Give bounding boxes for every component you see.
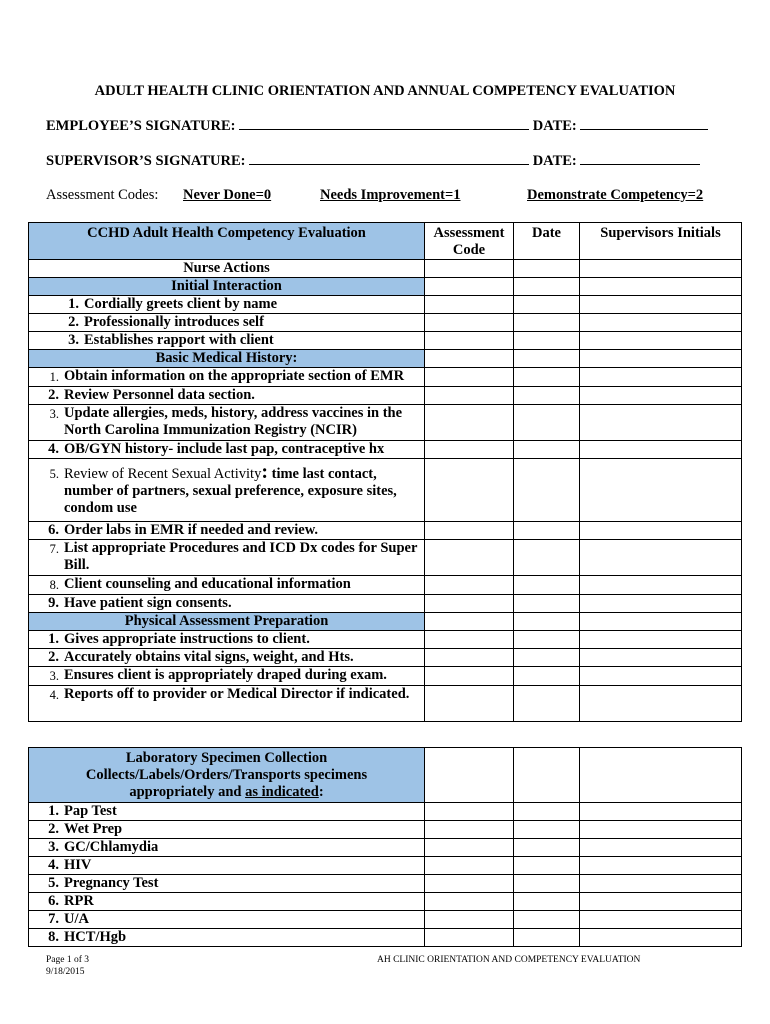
item-number: 8.: [49, 578, 59, 592]
item-text: Ensures client is appropriately draped during exam.: [64, 667, 387, 683]
item-text: HIV: [64, 857, 92, 873]
assessment-cell[interactable]: [425, 368, 514, 387]
table-row: [29, 296, 742, 314]
item-text: GC/Chlamydia: [64, 839, 159, 855]
item-text: [64, 461, 424, 517]
table-row: [29, 686, 742, 722]
item-number: 1.: [48, 631, 59, 647]
header-assessment-code: Assessment Code: [425, 223, 514, 260]
item-number: 2.: [48, 649, 59, 665]
date-cell[interactable]: [514, 929, 580, 947]
date-cell[interactable]: [514, 576, 580, 595]
initials-cell[interactable]: [580, 368, 742, 387]
list-item: [29, 314, 425, 332]
initials-cell[interactable]: [580, 875, 742, 893]
list-item: [29, 929, 425, 947]
date-cell[interactable]: [514, 405, 580, 441]
date-cell[interactable]: [514, 540, 580, 576]
date-cell[interactable]: [514, 387, 580, 405]
table-row: [29, 821, 742, 839]
employee-signature-field[interactable]: [239, 117, 529, 130]
assessment-cell[interactable]: [425, 405, 514, 441]
list-item: [29, 857, 425, 875]
item-text-lead: Review of Recent Sexual Activity: [64, 466, 262, 482]
list-item: [29, 387, 425, 405]
item-text-colon: :: [261, 461, 268, 483]
list-item: [29, 803, 425, 821]
supervisor-date-label: DATE:: [532, 153, 577, 169]
section-basic-medical-history: Basic Medical History:: [29, 350, 425, 368]
item-number: 3.: [48, 839, 59, 855]
initials-cell[interactable]: [580, 576, 742, 595]
item-number: 8.: [48, 929, 59, 945]
date-cell[interactable]: [514, 803, 580, 821]
initials-cell[interactable]: [580, 748, 742, 803]
nurse-actions-label: Nurse Actions: [29, 260, 425, 278]
date-cell[interactable]: [514, 278, 580, 296]
assessment-cell[interactable]: [425, 278, 514, 296]
code-needs-improvement: Needs Improvement=1: [320, 187, 461, 203]
table-row: [29, 649, 742, 667]
assessment-cell[interactable]: [425, 314, 514, 332]
employee-date-field[interactable]: [580, 117, 708, 130]
assessment-cell[interactable]: [425, 613, 514, 631]
initials-cell[interactable]: [580, 540, 742, 576]
list-item: [29, 649, 425, 667]
item-number: 4.: [49, 688, 59, 702]
assessment-cell[interactable]: [425, 803, 514, 821]
code-never-done: Never Done=0: [183, 187, 272, 203]
competency-table: [28, 222, 742, 722]
initials-cell[interactable]: [580, 522, 742, 540]
date-cell[interactable]: [514, 595, 580, 613]
date-cell[interactable]: [514, 459, 580, 522]
item-text: Client counseling and educational information: [64, 576, 351, 592]
assessment-cell[interactable]: [425, 857, 514, 875]
table-row: [29, 929, 742, 947]
item-number: 2.: [48, 821, 59, 837]
item-number: 3.: [49, 407, 59, 421]
list-item: [29, 576, 425, 595]
item-text: Gives appropriate instructions to client.: [64, 631, 310, 647]
list-item: [29, 405, 425, 441]
initials-cell[interactable]: [580, 350, 742, 368]
table-row: [29, 857, 742, 875]
assessment-cell[interactable]: [425, 332, 514, 350]
initials-cell[interactable]: [580, 649, 742, 667]
list-item: [29, 540, 425, 576]
lab-header-underlined: as indicated: [245, 784, 319, 800]
initials-cell[interactable]: [580, 296, 742, 314]
employee-signature-label: EMPLOYEE’S SIGNATURE:: [46, 118, 236, 134]
item-text: List appropriate Procedures and ICD Dx codes for Super Bill.: [64, 540, 418, 573]
initials-cell[interactable]: [580, 929, 742, 947]
header-supervisors-initials: Supervisors Initials: [580, 223, 742, 260]
date-cell[interactable]: [514, 911, 580, 929]
section-initial-interaction: Initial Interaction: [29, 278, 425, 296]
list-item: [29, 441, 425, 459]
item-number: 1.: [68, 296, 79, 312]
footer-date: 9/18/2015: [46, 967, 85, 977]
date-cell[interactable]: [514, 368, 580, 387]
supervisor-signature-field[interactable]: [249, 152, 529, 165]
assessment-cell[interactable]: [425, 576, 514, 595]
item-text: Update allergies, meds, history, address vaccines in the North Carolina Immunization Registry (NCIR): [64, 405, 403, 438]
section-row: [29, 613, 742, 631]
assessment-cell[interactable]: [425, 522, 514, 540]
section-row: [29, 278, 742, 296]
table-row: [29, 667, 742, 686]
initials-cell[interactable]: [580, 667, 742, 686]
item-number: 5.: [49, 467, 59, 481]
date-cell[interactable]: [514, 314, 580, 332]
assessment-cell[interactable]: [425, 459, 514, 522]
footer-page-number: Page 1 of 3: [46, 955, 90, 965]
date-cell[interactable]: [514, 821, 580, 839]
assessment-cell[interactable]: [425, 821, 514, 839]
date-cell[interactable]: [514, 857, 580, 875]
list-item: [29, 821, 425, 839]
date-cell[interactable]: [514, 613, 580, 631]
item-text: Cordially greets client by name: [84, 296, 278, 312]
initials-cell[interactable]: [580, 459, 742, 522]
initials-cell[interactable]: [580, 839, 742, 857]
initials-cell[interactable]: [580, 686, 742, 722]
date-cell[interactable]: [514, 350, 580, 368]
list-item: [29, 686, 425, 722]
item-number: 7.: [48, 911, 59, 927]
table-row: [29, 631, 742, 649]
list-item: [29, 631, 425, 649]
supervisor-signature-label: SUPERVISOR’S SIGNATURE:: [46, 153, 246, 169]
item-text: Accurately obtains vital signs, weight, and Hts.: [64, 649, 354, 665]
lab-header-colon: :: [318, 784, 324, 800]
assessment-cell[interactable]: [425, 686, 514, 722]
list-item: [29, 332, 425, 350]
table-row: [29, 540, 742, 576]
table-row: [29, 332, 742, 350]
date-cell[interactable]: [514, 839, 580, 857]
item-text: Obtain information on the appropriate section of EMR: [64, 368, 405, 384]
assessment-cell[interactable]: [425, 929, 514, 947]
lab-specimen-table: [28, 747, 742, 947]
table-row: [29, 911, 742, 929]
date-cell[interactable]: [514, 667, 580, 686]
header-date: Date: [514, 223, 580, 260]
table-row: [29, 260, 742, 278]
footer-document-title: AH CLINIC ORIENTATION AND COMPETENCY EVALUATION: [377, 955, 641, 965]
table-header-row: [29, 748, 742, 803]
assessment-cell[interactable]: [425, 350, 514, 368]
header-evaluation: CCHD Adult Health Competency Evaluation: [29, 223, 425, 260]
assessment-cell[interactable]: [425, 667, 514, 686]
item-text: Order labs in EMR if needed and review.: [64, 522, 319, 538]
date-cell[interactable]: [514, 522, 580, 540]
section-lab-specimen-collection: [29, 748, 425, 803]
table-row: [29, 314, 742, 332]
assessment-cell[interactable]: [425, 839, 514, 857]
code-demonstrate-competency: Demonstrate Competency=2: [527, 187, 704, 203]
item-number: 4.: [48, 441, 59, 457]
initials-cell[interactable]: [580, 893, 742, 911]
item-number: 3.: [68, 332, 79, 348]
assessment-cell[interactable]: [425, 540, 514, 576]
initials-cell[interactable]: [580, 332, 742, 350]
date-cell[interactable]: [514, 332, 580, 350]
date-cell[interactable]: [514, 260, 580, 278]
item-number: 2.: [68, 314, 79, 330]
item-text: U/A: [64, 911, 89, 927]
item-number: 3.: [49, 669, 59, 683]
item-number: 2.: [48, 387, 59, 403]
list-item: [29, 893, 425, 911]
date-cell[interactable]: [514, 748, 580, 803]
list-item: [29, 595, 425, 613]
assessment-cell[interactable]: [425, 296, 514, 314]
list-item: [29, 459, 425, 522]
table-row: [29, 595, 742, 613]
assessment-cell[interactable]: [425, 595, 514, 613]
item-text: OB/GYN history- include last pap, contraceptive hx: [64, 441, 385, 457]
item-text: Establishes rapport with client: [84, 332, 274, 348]
initials-cell[interactable]: [580, 821, 742, 839]
item-number: 5.: [48, 875, 59, 891]
list-item: [29, 875, 425, 893]
list-item: [29, 522, 425, 540]
initials-cell[interactable]: [580, 278, 742, 296]
list-item: [29, 839, 425, 857]
table-row: [29, 839, 742, 857]
date-cell[interactable]: [514, 441, 580, 459]
initials-cell[interactable]: [580, 314, 742, 332]
initials-cell[interactable]: [580, 857, 742, 875]
table-header-row: [29, 223, 742, 260]
item-number: 6.: [48, 893, 59, 909]
assessment-codes-label: Assessment Codes:: [46, 187, 159, 203]
lab-header-line-3: [29, 784, 424, 801]
list-item: [29, 368, 425, 387]
employee-signature-row: [46, 117, 708, 135]
date-cell[interactable]: [514, 686, 580, 722]
lab-header-line-1: Laboratory Specimen Collection: [125, 750, 328, 766]
date-cell[interactable]: [514, 875, 580, 893]
table-row: [29, 576, 742, 595]
table-row: [29, 875, 742, 893]
item-number: 1.: [48, 803, 59, 819]
table-row: [29, 405, 742, 441]
table-row: [29, 441, 742, 459]
section-physical-assessment: Physical Assessment Preparation: [29, 613, 425, 631]
assessment-cell[interactable]: [425, 748, 514, 803]
lab-header-line-2: Collects/Labels/Orders/Transports specimens: [85, 767, 368, 783]
initials-cell[interactable]: [580, 260, 742, 278]
assessment-cell[interactable]: [425, 631, 514, 649]
date-cell[interactable]: [514, 893, 580, 911]
date-cell[interactable]: [514, 296, 580, 314]
table-row: [29, 522, 742, 540]
employee-date-label: DATE:: [532, 118, 577, 134]
assessment-cell[interactable]: [425, 875, 514, 893]
item-text: Pap Test: [64, 803, 117, 819]
assessment-cell[interactable]: [425, 893, 514, 911]
lab-header-text: appropriately and: [129, 784, 246, 800]
item-text: Professionally introduces self: [84, 314, 264, 330]
initials-cell[interactable]: [580, 803, 742, 821]
item-text: HCT/Hgb: [64, 929, 127, 945]
table-row: [29, 893, 742, 911]
list-item: [29, 667, 425, 686]
initials-cell[interactable]: [580, 405, 742, 441]
date-cell[interactable]: [514, 649, 580, 667]
item-text: Wet Prep: [64, 821, 123, 837]
initials-cell[interactable]: [580, 613, 742, 631]
item-text: Have patient sign consents.: [64, 595, 232, 611]
initials-cell[interactable]: [580, 911, 742, 929]
assessment-cell[interactable]: [425, 387, 514, 405]
item-number: 1.: [49, 370, 59, 384]
assessment-cell[interactable]: [425, 441, 514, 459]
initials-cell[interactable]: [580, 631, 742, 649]
item-number: 6.: [48, 522, 59, 538]
initials-cell[interactable]: [580, 441, 742, 459]
document-title: ADULT HEALTH CLINIC ORIENTATION AND ANNUAL COMPETENCY EVALUATION: [94, 83, 676, 99]
item-text: RPR: [64, 893, 94, 909]
initials-cell[interactable]: [580, 387, 742, 405]
item-number: 4.: [48, 857, 59, 873]
table-row: [29, 803, 742, 821]
date-cell[interactable]: [514, 631, 580, 649]
item-text-rest: time last contact, number of partners, sexual preference, exposure sites, condom use: [64, 466, 397, 516]
assessment-cell[interactable]: [425, 911, 514, 929]
table-row: [29, 459, 742, 522]
list-item: [29, 296, 425, 314]
supervisor-date-field[interactable]: [580, 152, 700, 165]
list-item: [29, 911, 425, 929]
section-row: [29, 350, 742, 368]
assessment-cell[interactable]: [425, 649, 514, 667]
item-text: Reports off to provider or Medical Director if indicated.: [64, 686, 410, 702]
supervisor-signature-row: [46, 152, 700, 170]
item-text: Review Personnel data section.: [64, 387, 255, 403]
item-number: 7.: [49, 542, 59, 556]
item-number: 9.: [48, 595, 59, 611]
table-row: [29, 368, 742, 387]
initials-cell[interactable]: [580, 595, 742, 613]
item-text: Pregnancy Test: [64, 875, 159, 891]
assessment-cell[interactable]: [425, 260, 514, 278]
table-row: [29, 387, 742, 405]
